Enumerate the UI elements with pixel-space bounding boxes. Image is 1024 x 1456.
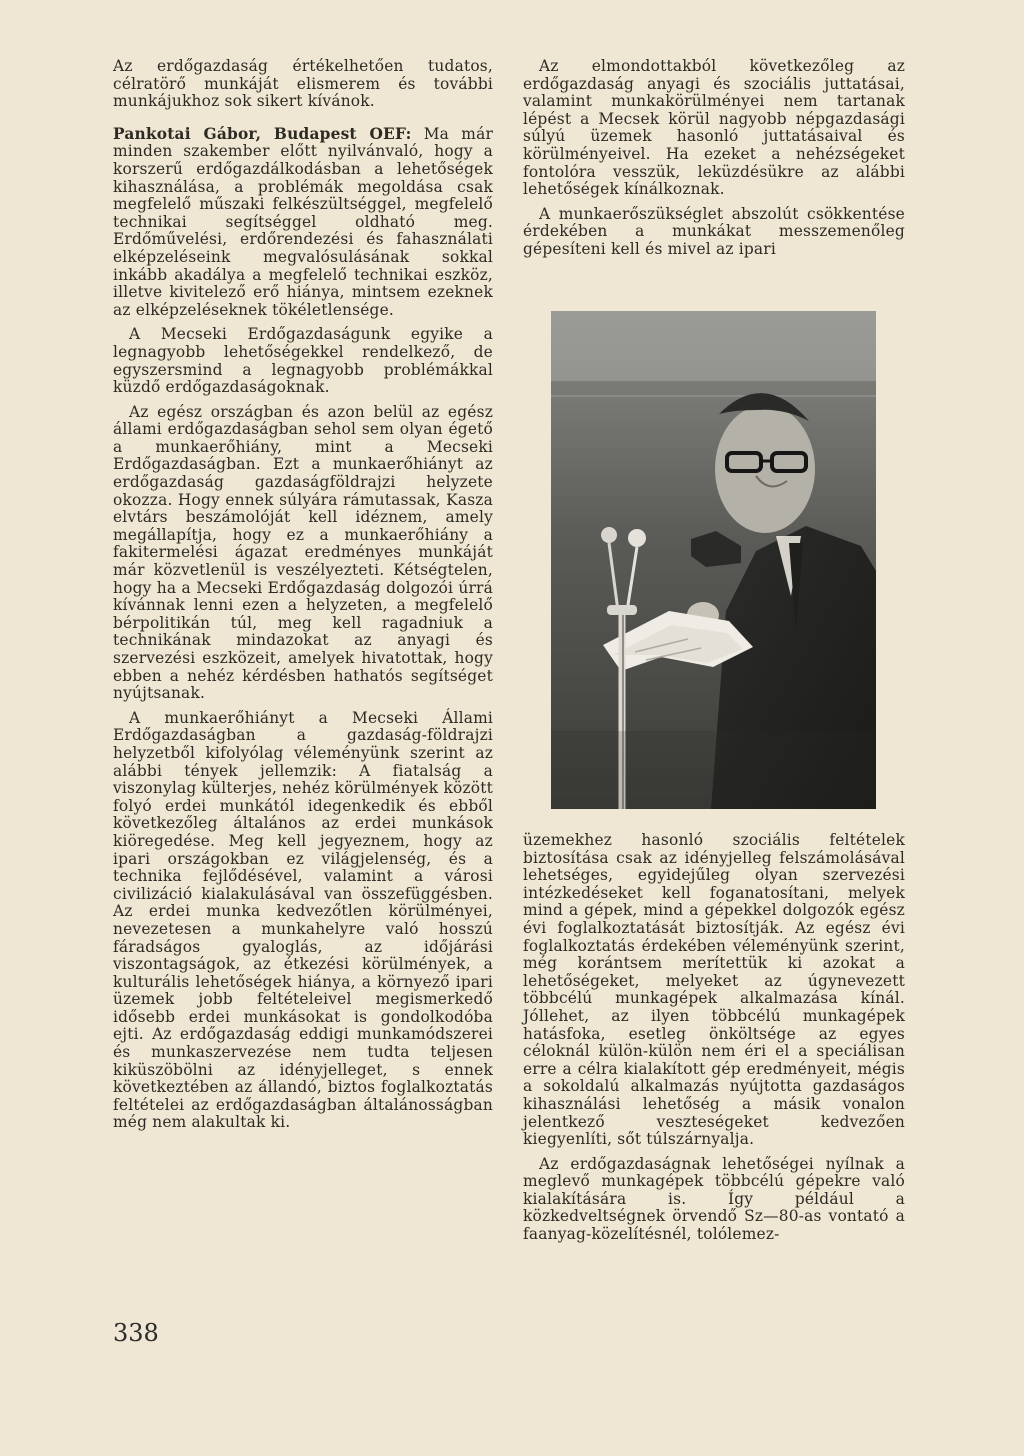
paragraph-machine-opportunities: Az erdőgazdaságnak lehetőségei nyílnak a meglevő munkagépek többcélú gépekre való kialakítására is. Így például a közkedveltségnek örvendő Sz—80-as vontató a faanyag-közelítésnél, tolólemez-: [523, 1154, 905, 1244]
paragraph-multipurpose-machines: üzemekhez hasonló szociális feltételek biztosítása csak az idényjelleg felszámolásával lehetséges, egyidejűleg olyan szervezési intézkedéseket kell foganatosítani, melyek mind a gépek, mind a gépekkel dolgozók egész évi foglalkoztatását biztosítják. Az egész évi foglalkoztatás érdekében véleményünk szerint, még korántsem merítettük ki azokat a lehetőségeket, melyeket az úgynevezett többcélú munkagépek alkalmazása kínál. Jóllehet, az ilyen többcélú munkagépek hatásfoka, esetleg önköltsége az egyes céloknál külön-külön nem éri el a speciálisan erre a célra kialakított gép eredményeit, mégis a sokoldalú alkalmazás nyújtotta gazdaságos kihasználási lehetőség a másik vonalon jelentkező veszteségeket kedvezően kiegyenlíti, sőt túlszárnyalja.: [523, 831, 905, 1149]
speaker-name: Pankotai Gábor, Budapest OEF:: [113, 124, 412, 143]
paragraph-factors: A munkaerőhiányt a Mecseki Állami Erdőgazdaságban a gazdaság-földrajzi helyzetből kifolyólag véleményünk szerint az alábbi tények jellemzik: A fiatalság a viszonylag külterjes, nehéz körülmények között folyó erdei munkától idegenkedik és ebből következőleg általános az erdei munkások kiöregedése. Meg kell jegyeznem, hogy az ipari országokban ez világjelenség, és a technika fejlődésével, valamint a városi civilizáció kialakulásával van összefüggésben. Az erdei munka kedvezőtlen körülményei, nevezetesen a munkahelyre való hosszú fáradságos gyaloglás, az időjárási viszontagságok, az étkezési körülmények, a kulturális lehetőségek hiánya, a környező ipari üzemek jobb feltételeivel megismerkedő idősebb erdei munkásokat is gondolkodóba ejti. Az erdőgazdaság eddigi munkamódszerei és munkaszervezése nem tudta teljesen kiküszöbölni az idényjelleget, s ennek következtében az állandó, biztos foglalkoztatás feltételei az erdőgazdaságban általánosságban még nem alakultak ki.: [113, 708, 493, 1132]
paragraph-conclusions: Az elmondottakból következőleg az erdőgazdaság anyagi és szociális juttatásai, valamint munkakörülményei nem tartanak lépést a Mecsek körül nagyobb népgazdasági súlyú üzemek hasonló juttatásaival és körülményeivel. Ha ezeket a nehézségeket fontolóra vesszük, leküzdésükre az alábbi lehetőségek kínálkoznak.: [523, 57, 905, 199]
paragraph-opening: Az erdőgazdaság értékelhetően tudatos, célratörő munkáját elismerem és további munkájukhoz sok sikert kívánok.: [113, 57, 493, 111]
paragraph-mechanization: A munkaerőszükséglet abszolút csökkentése érdekében a munkákat messzemenőleg gépesíteni kell és mivel az ipari: [523, 204, 905, 258]
left-column: [113, 58, 493, 1132]
paragraph-labor-shortage: Az egész országban és azon belül az egész állami erdőgazdaságban sehol sem olyan égető a munkaerőhiány, mint a Mecseki Erdőgazdaságban. Ezt a munkaerőhiányt az erdőgazdaság gazdaságföldrajzi helyzete okozza. Hogy ennek súlyára rámutassak, Kasza elvtárs beszámolóját kell idéznem, amely megállapítja, hogy ez a munkaerőhiány a fakitermelési ágazat eredményes munkáját már közvetlenül is veszélyezteti. Kétségtelen, hogy ha a Mecseki Erdőgazdaság dolgozói úrrá kívánnak lenni ezen a helyzeten, a megfelelő bérpolitikán túl, meg kell ragadniuk a technikának mindazokat az anyagi és szervezési eszközeit, amelyek hivatottak, hogy ebben a nehéz kérdésben hathatós segítséget nyújtsanak.: [113, 402, 493, 703]
page-number: 338: [113, 1319, 159, 1347]
speaker-text: Ma már minden szakember előtt nyilvánvaló, hogy a korszerű erdőgazdálkodásban a lehetőségek kihasználása, a problémák megoldása csak megfelelő műszaki felkészültséggel, megfelelő technikai segítséggel oldható meg. Erdőművelési, erdőrendezési és fahasználati elképzeléseink megvalósulásának sokkal inkább akadálya a megfelelő technikai eszköz, illetve kivitelező erő hiánya, mintsem ezeknek az elképzeléseknek tökéletlensége.: [113, 124, 494, 319]
right-column-top: [523, 58, 905, 259]
paragraph-speaker-intro: [113, 126, 493, 320]
speaker-photo: [551, 311, 876, 809]
speaker-photo-image: [551, 311, 876, 809]
paragraph-mecsek-intro: A Mecseki Erdőgazdaságunk egyike a legnagyobb lehetőségekkel rendelkező, de egyszersmind a legnagyobb problémákkal küzdő erdőgazdaságoknak.: [113, 325, 493, 397]
right-column-bottom: [523, 832, 905, 1244]
